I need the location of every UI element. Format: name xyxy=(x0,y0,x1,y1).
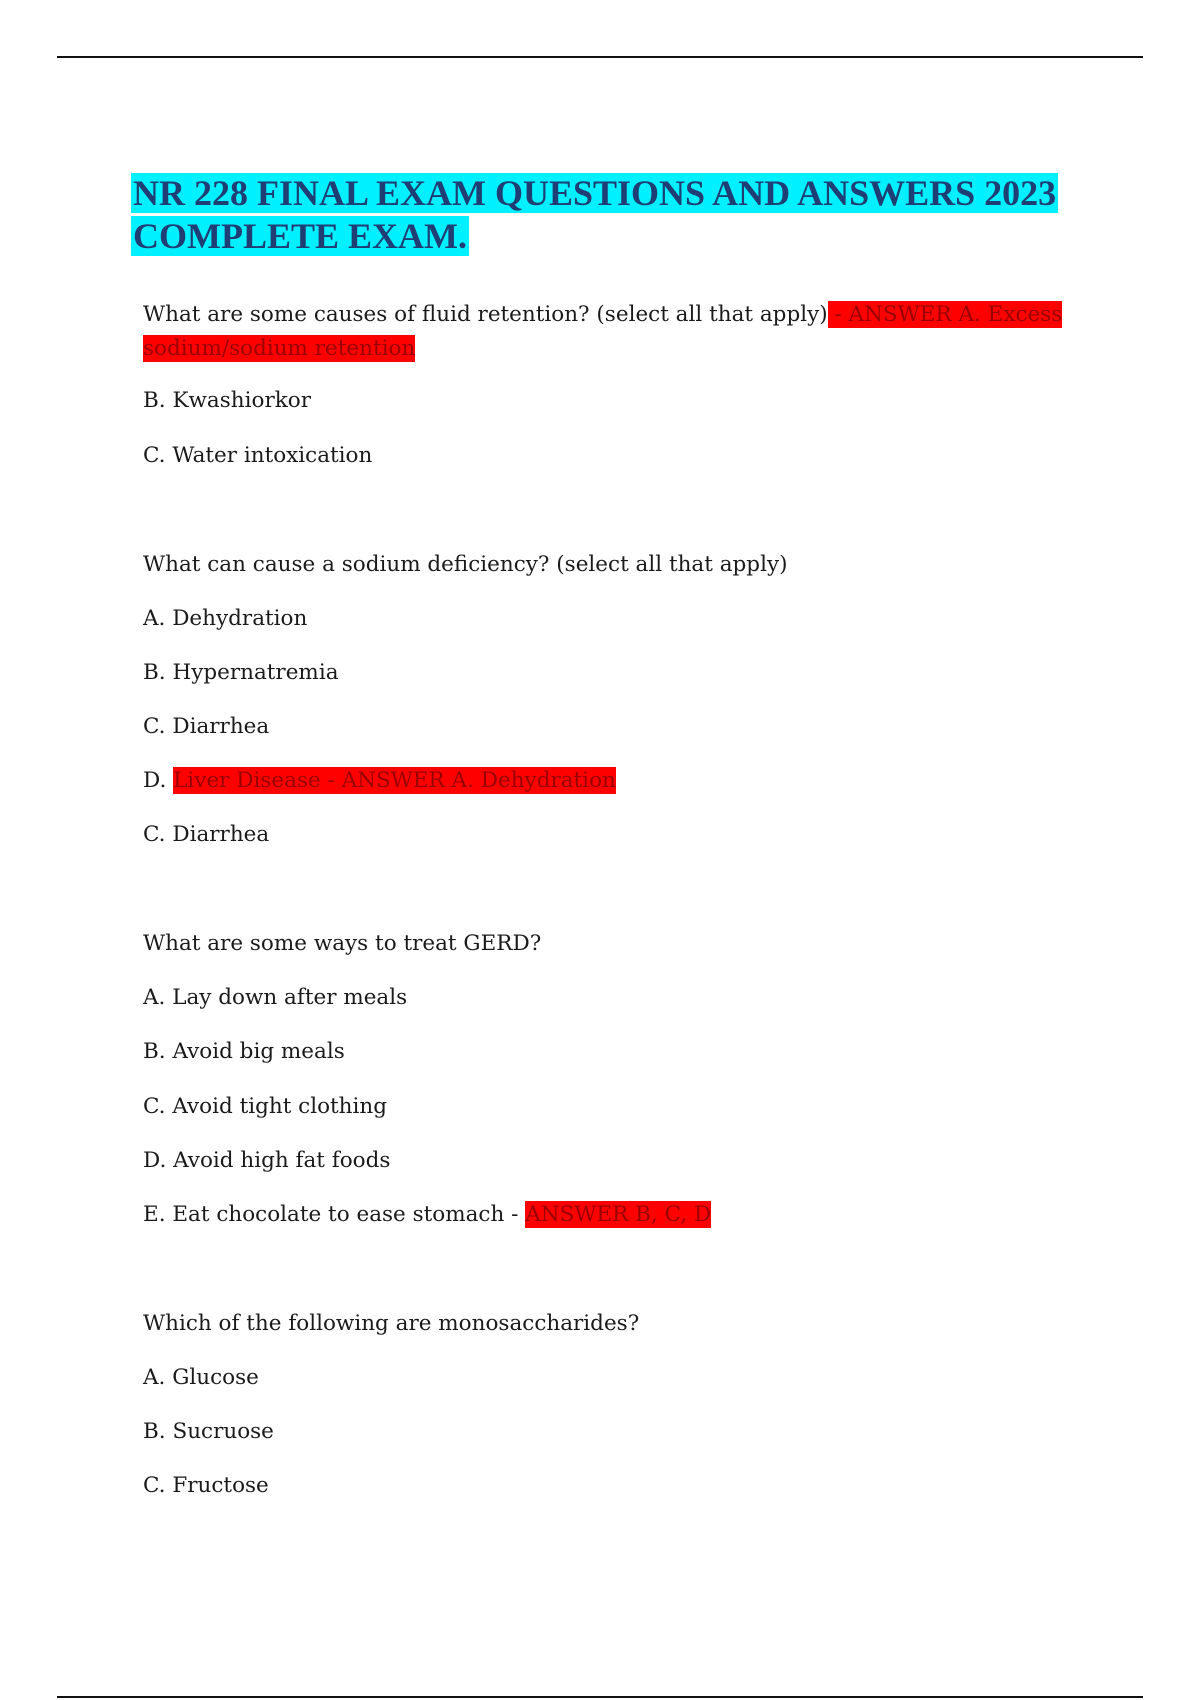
question-3-answer: ANSWER B, C, D xyxy=(525,1202,712,1227)
question-1-text: What are some causes of fluid retention? (select all that apply) xyxy=(143,302,828,327)
question-1-prompt xyxy=(143,298,1062,332)
question-2-option-c-repeat: C. Diarrhea xyxy=(143,822,270,847)
question-3-option-d: D. Avoid high fat foods xyxy=(143,1148,391,1173)
title-line-2: COMPLETE EXAM. xyxy=(133,216,468,256)
question-3-option-e-text: E. Eat chocolate to ease stomach - xyxy=(143,1202,526,1227)
question-4-option-b: B. Sucruose xyxy=(143,1419,274,1444)
question-1-answer-line-2 xyxy=(143,332,415,366)
question-2-option-c: C. Diarrhea xyxy=(143,714,270,739)
question-1-answer-part-1: - ANSWER A. Excess xyxy=(827,302,1063,327)
question-2-option-d xyxy=(143,764,616,798)
question-2-option-d-prefix: D. xyxy=(143,768,174,793)
question-3-option-c: C. Avoid tight clothing xyxy=(143,1094,388,1119)
question-4-prompt: Which of the following are monosaccharides? xyxy=(143,1311,640,1336)
question-4-option-a: A. Glucose xyxy=(143,1365,259,1390)
question-3-option-a: A. Lay down after meals xyxy=(143,985,408,1010)
question-2-option-b: B. Hypernatremia xyxy=(143,660,339,685)
footer-rule xyxy=(57,1696,1143,1698)
title-line-1: NR 228 FINAL EXAM QUESTIONS AND ANSWERS 2023 xyxy=(133,173,1057,213)
question-1-option-b: B. Kwashiorkor xyxy=(143,388,311,413)
header-rule xyxy=(57,56,1143,58)
question-4-option-c: C. Fructose xyxy=(143,1473,269,1498)
question-2-option-a: A. Dehydration xyxy=(143,606,308,631)
question-3-option-b: B. Avoid big meals xyxy=(143,1039,345,1064)
document-title xyxy=(131,172,1111,258)
question-2-answer: Liver Disease - ANSWER A. Dehydration xyxy=(173,768,616,793)
question-3-prompt: What are some ways to treat GERD? xyxy=(143,931,542,956)
question-2-prompt: What can cause a sodium deficiency? (select all that apply) xyxy=(143,552,788,577)
question-3-option-e xyxy=(143,1198,711,1232)
question-1-option-c: C. Water intoxication xyxy=(143,443,373,468)
question-1-answer-part-2: sodium/sodium retention xyxy=(143,336,416,361)
